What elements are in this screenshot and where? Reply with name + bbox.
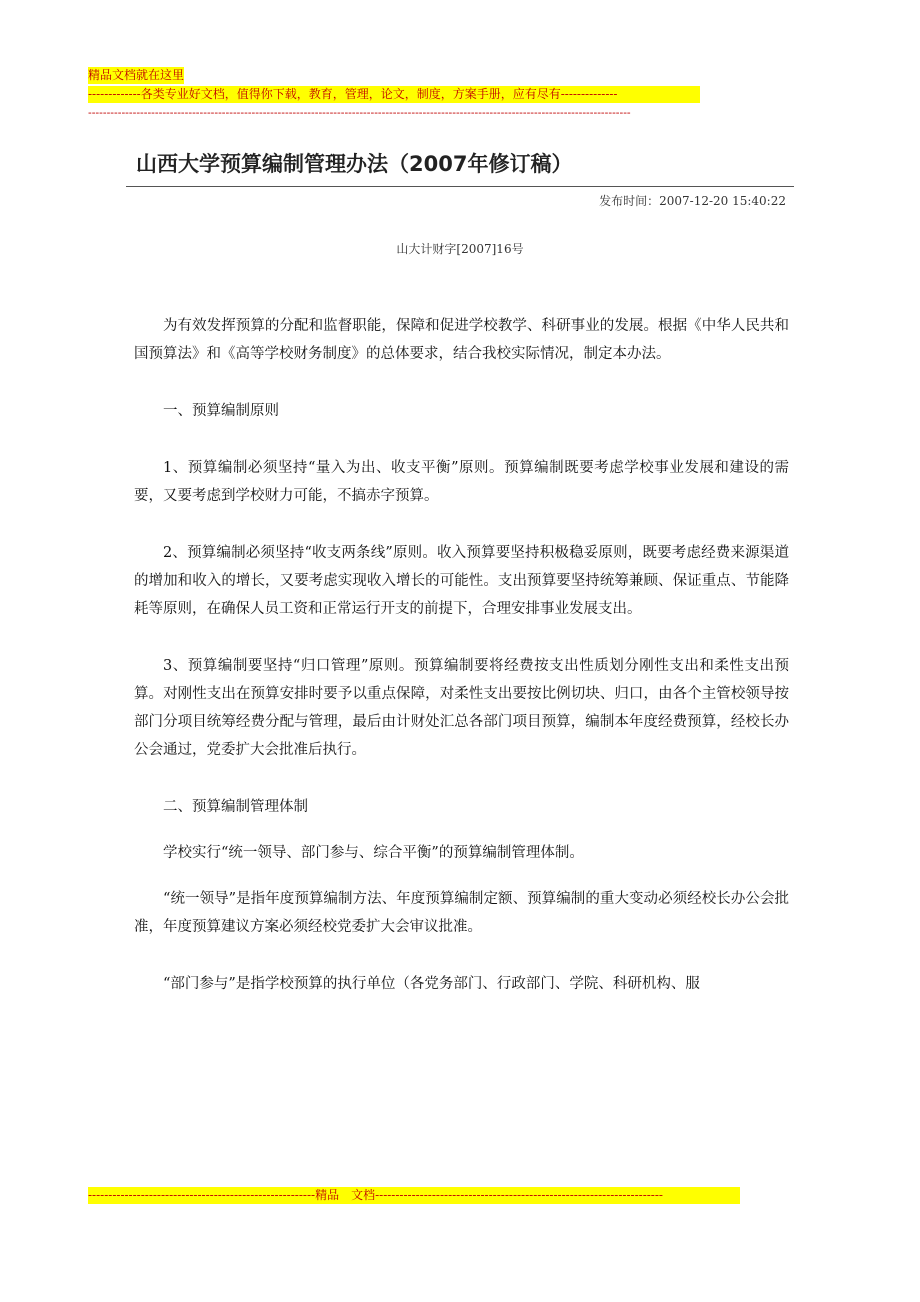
paragraph-intro: 为有效发挥预算的分配和监督职能，保障和促进学校教学、科研事业的发展。根据《中华人民共和国预算法》和《高等学校财务制度》的总体要求，结合我校实际情况，制定本办法。 [134,318,789,362]
section-heading: 二、预算编制管理体制 [163,799,308,815]
paragraph: “统一领导”是指年度预算编制方法、年度预算编制定额、预算编制的重大变动必须经校长办公会批准，年度预算建议方案必须经校党委扩大会审议批准。 [134,891,789,935]
footer-left-dashes: -------------------------------------------------------- [88,1188,316,1202]
publish-time: 发布时间：2007-12-20 15:40:22 [599,194,786,208]
footer-banner [88,1187,740,1204]
banner-divider: -------------------------------------------------------------------------------------------------------------------------------------------------- [88,106,631,119]
paragraph: 2、预算编制必须坚持“收支两条线”原则。收入预算要坚持积极稳妥原则，既要考虑经费来源渠道的增加和收入的增长，又要考虑实现收入增长的可能性。支出预算要坚持统筹兼顾、保证重点、节能降耗等原则，在确保人员工资和正常运行开支的前提下，合理安排事业发展支出。 [134,545,789,617]
title-rule [126,186,794,187]
article-body [134,312,789,1027]
section-heading: 一、预算编制原则 [163,403,279,419]
footer-right-dashes: ----------------------------------------------------------------------- [375,1188,663,1202]
paragraph: 学校实行“统一领导、部门参与、综合平衡”的预算编制管理体制。 [163,845,584,861]
article-title: 山西大学预算编制管理办法（2007年修订稿） [136,152,573,176]
document-number: 山大计财字[2007]16号 [396,242,524,256]
paragraph: 3、预算编制要坚持“归口管理”原则。预算编制要将经费按支出性质划分刚性支出和柔性支出预算。对刚性支出在预算安排时要予以重点保障，对柔性支出要按比例切块、归口，由各个主管校领导按部门分项目统筹经费分配与管理，最后由计财处汇总各部门项目预算，编制本年度经费预算，经校长办公会通过，党委扩大会批准后执行。 [134,658,789,758]
footer-label: 精品 文档 [315,1188,376,1202]
banner-tagline: -------------各类专业好文档，值得你下载，教育，管理，论文，制度，方案手册，应有尽有-------------- [88,86,700,103]
paragraph: 1、预算编制必须坚持“量入为出、收支平衡”原则。预算编制既要考虑学校事业发展和建设的需要，又要考虑到学校财力可能，不搞赤字预算。 [134,460,789,504]
banner-title: 精品文档就在这里 [88,68,185,82]
paragraph: “部门参与”是指学校预算的执行单位（各党务部门、行政部门、学院、科研机构、服 [163,976,700,992]
